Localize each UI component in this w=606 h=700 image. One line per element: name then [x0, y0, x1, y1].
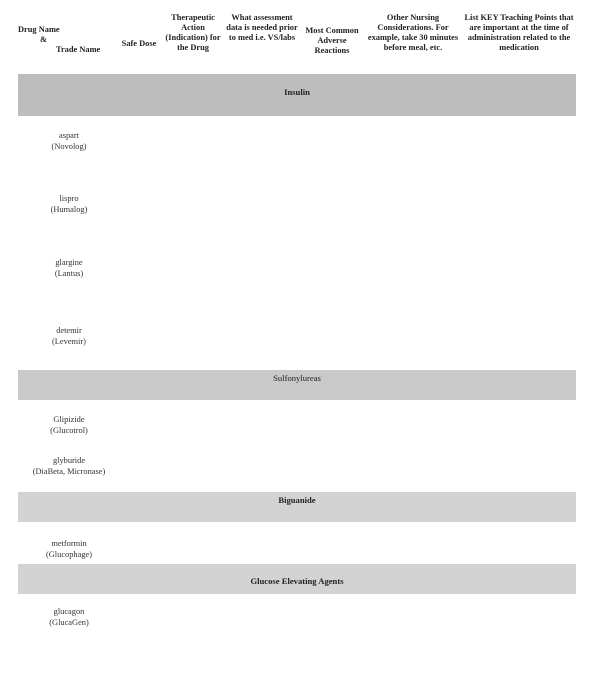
- header-drug-name: [18, 13, 116, 55]
- header-adverse-reactions: Most Common Adverse Reactions: [305, 26, 359, 55]
- drug-trade-name: (DiaBeta, Micronase): [32, 467, 106, 476]
- drug-detemir: [14, 325, 124, 347]
- category-insulin: Insulin: [18, 74, 576, 116]
- drug-glipizide: [14, 414, 124, 436]
- drug-generic-name: glyburide: [52, 456, 86, 465]
- drug-aspart: [14, 130, 124, 152]
- category-sulfonylureas: Sulfonylureas: [18, 370, 576, 400]
- drug-trade-name: (Glucophage): [45, 550, 93, 559]
- drug-glucagon: [14, 606, 124, 628]
- drug-lispro: [14, 193, 124, 215]
- drug-trade-name: (Lantus): [54, 269, 84, 278]
- drug-trade-name: (Novolog): [51, 142, 87, 151]
- header-safe-dose: Safe Dose: [121, 39, 157, 48]
- header-teaching-points: List KEY Teaching Points that are important at the time of administration related to the medication: [464, 13, 574, 52]
- drug-generic-name: glucagon: [53, 607, 85, 616]
- header-drug-name-label: Drug Name: [18, 25, 60, 34]
- drug-trade-name: (Levemir): [52, 337, 86, 346]
- drug-generic-name: detemir: [56, 326, 82, 335]
- table-header: [18, 13, 576, 75]
- drug-generic-name: metformin: [51, 539, 87, 548]
- drug-generic-name: lispro: [59, 194, 79, 203]
- drug-trade-name: (GlucaGen): [49, 618, 89, 627]
- drug-generic-name: Glipizide: [53, 415, 85, 424]
- header-assessment-data: What assessment data is needed prior to med i.e. VS/labs: [226, 13, 298, 42]
- drug-glyburide: [14, 455, 124, 477]
- header-therapeutic-action: Therapeutic Action (Indication) for the Drug: [165, 13, 221, 52]
- category-glucose-elevating-agents: Glucose Elevating Agents: [18, 564, 576, 594]
- header-nursing-considerations: Other Nursing Considerations. For example, take 30 minutes before meal, etc.: [367, 13, 459, 52]
- header-ampersand: &: [40, 35, 47, 44]
- category-biguanide: Biguanide: [18, 492, 576, 522]
- header-trade-name-label: Trade Name: [56, 45, 101, 54]
- drug-metformin: [14, 538, 124, 560]
- drug-trade-name: (Humalog): [50, 205, 88, 214]
- drug-trade-name: (Glucotrol): [50, 426, 88, 435]
- drug-generic-name: aspart: [59, 131, 79, 140]
- drug-glargine: [14, 257, 124, 279]
- drug-generic-name: glargine: [55, 258, 83, 267]
